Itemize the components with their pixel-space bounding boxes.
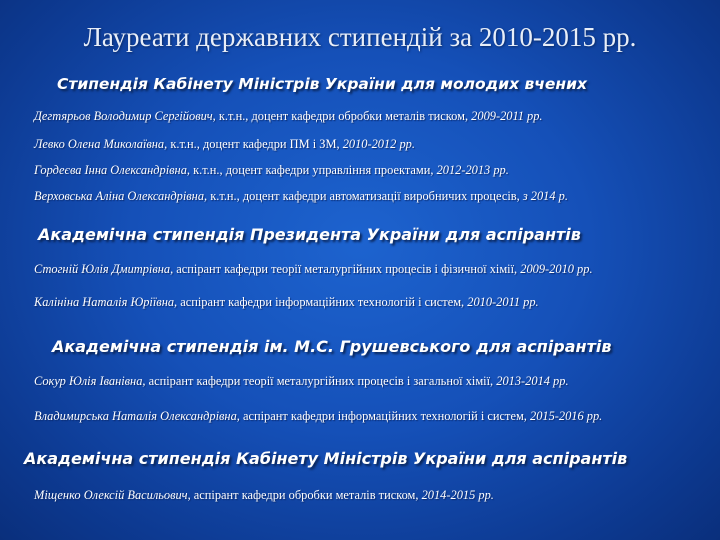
laureate-name: Міщенко Олексій Васильович, — [34, 488, 191, 502]
laureate-details: аспірант кафедри теорії металургійних процесів і загальної хімії, — [145, 374, 497, 388]
laureate-name: Дегтярьов Володимир Сергійович, — [34, 109, 216, 123]
list-item — [34, 163, 509, 178]
laureate-period: 2009-2010 рр. — [520, 262, 593, 276]
list-item — [34, 374, 569, 389]
section-heading-president-postgraduates: Академічна стипендія Президента України для аспірантів — [38, 225, 581, 244]
section-heading-hrushevsky-postgraduates: Академічна стипендія ім. М.С. Грушевського для аспірантів — [52, 337, 612, 356]
laureate-period: 2012-2013 рр. — [436, 163, 509, 177]
list-item — [34, 189, 568, 204]
laureate-details: к.т.н., доцент кафедри обробки металів тиском, — [215, 109, 472, 123]
laureate-period: 2009-2011 рр. — [471, 109, 543, 123]
laureate-name: Гордеєва Інна Олександрівна, — [34, 163, 190, 177]
list-item — [34, 295, 539, 310]
laureate-details: к.т.н., доцент кафедри автоматизації виробничих процесів, — [207, 189, 523, 203]
laureate-details: к.т.н., доцент кафедри ПМ і ЗМ, — [167, 137, 343, 151]
laureate-name: Стогній Юлія Дмитрівна, — [34, 262, 174, 276]
page-title: Лауреати державних стипендій за 2010-2015 рр. — [83, 22, 637, 52]
list-item — [34, 109, 543, 124]
list-item — [34, 262, 593, 277]
laureate-details: к.т.н., доцент кафедри управління проектами, — [189, 163, 437, 177]
section-heading-cabinet-young-scientists: Стипендія Кабінету Міністрів України для молодих вчених — [57, 75, 587, 93]
laureate-period: 2014-2015 рр. — [421, 488, 494, 502]
laureate-name: Верховська Аліна Олександрівна, — [34, 189, 208, 203]
laureate-details: аспірант кафедри обробки металів тиском, — [190, 488, 422, 502]
list-item — [34, 488, 494, 503]
laureate-details: аспірант кафедри інформаційних технологій і систем, — [177, 295, 468, 309]
list-item — [34, 137, 415, 152]
laureate-name: Сокур Юлія Іванівна, — [34, 374, 146, 388]
laureate-details: аспірант кафедри інформаційних технологій і систем, — [239, 409, 530, 423]
laureate-period: з 2014 р. — [522, 189, 568, 203]
laureate-period: 2010-2011 рр. — [467, 295, 539, 309]
laureate-name: Левко Олена Миколаївна, — [34, 137, 168, 151]
laureate-name: Калініна Наталія Юріївна, — [34, 295, 178, 309]
list-item — [34, 409, 602, 424]
laureate-name: Владимирська Наталія Олександрівна, — [34, 409, 240, 423]
laureate-period: 2015-2016 рр. — [530, 409, 603, 423]
laureate-period: 2013-2014 рр. — [496, 374, 569, 388]
laureate-details: аспірант кафедри теорії металургійних процесів і фізичної хімії, — [173, 262, 521, 276]
laureate-period: 2010-2012 рр. — [342, 137, 415, 151]
section-heading-cabinet-postgraduates: Академічна стипендія Кабінету Міністрів України для аспірантів — [24, 449, 628, 468]
